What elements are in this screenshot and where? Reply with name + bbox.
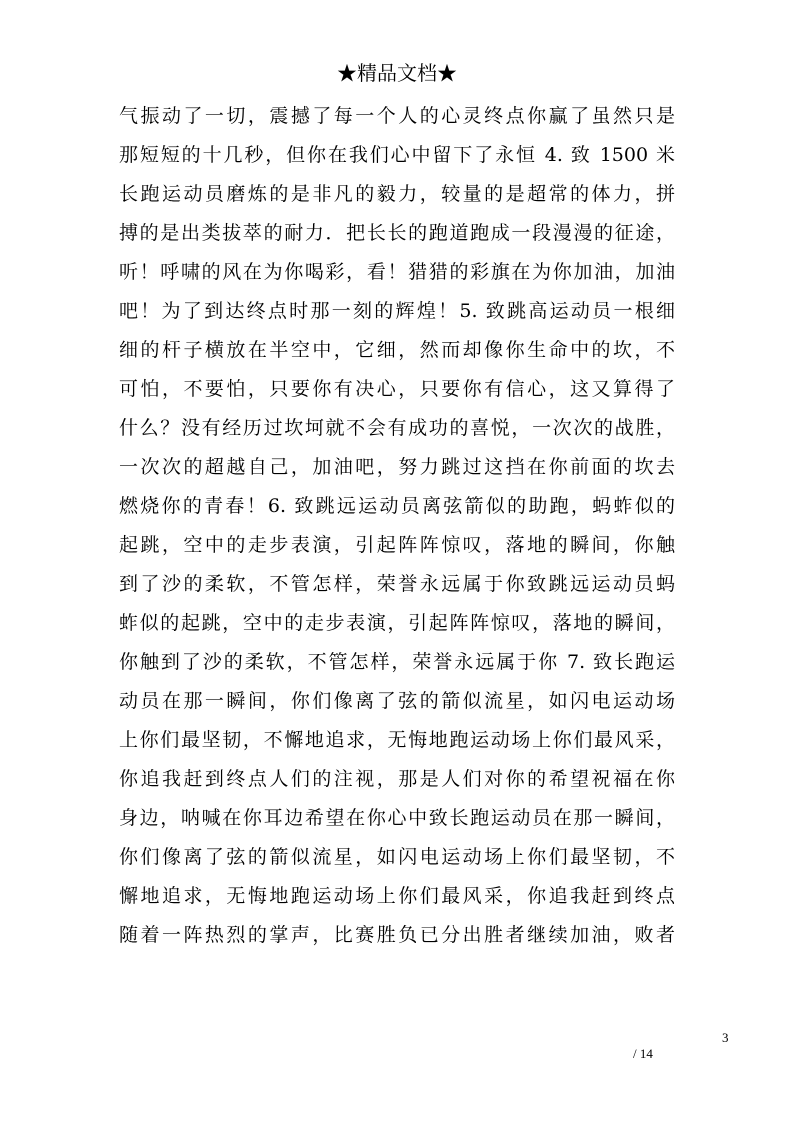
page-header-title: ★精品文档★: [337, 61, 457, 85]
text-line: 你触到了沙的柔软，不管怎样，荣誉永远属于你 7. 致长跑运: [119, 651, 675, 673]
text-line: 长跑运动员磨炼的是非凡的毅力，较量的是超常的体力，拼: [119, 183, 675, 205]
text-line: 到了沙的柔软，不管怎样，荣誉永远属于你致跳远运动员蚂: [119, 573, 675, 595]
text-line: 你们像离了弦的箭似流星，如闪电运动场上你们最坚韧，不: [119, 846, 675, 868]
page-number: 3: [722, 1030, 729, 1045]
text-line: 上你们最坚韧，不懈地追求，无悔地跑运动场上你们最风采，: [119, 729, 675, 751]
text-line: 懈地追求，无悔地跑运动场上你们最风采，你追我赶到终点: [119, 885, 675, 907]
text-line: 细的杆子横放在半空中，它细，然而却像你生命中的坎，不: [119, 339, 675, 361]
text-line: 气振动了一切，震撼了每一个人的心灵终点你赢了虽然只是: [119, 105, 675, 127]
text-line: 身边，呐喊在你耳边希望在你心中致长跑运动员在那一瞬间，: [119, 807, 675, 829]
text-line: 一次次的超越自己，加油吧，努力跳过这挡在你前面的坎去: [119, 456, 675, 478]
text-line: 动员在那一瞬间，你们像离了弦的箭似流星，如闪电运动场: [119, 690, 675, 712]
text-line: 可怕，不要怕，只要你有决心，只要你有信心，这又算得了: [119, 378, 675, 400]
page-total: / 14: [633, 1046, 653, 1061]
document-body: [119, 97, 675, 955]
text-line: 听！呼啸的风在为你喝彩，看！猎猎的彩旗在为你加油，加油: [119, 261, 675, 283]
text-line: 蚱似的起跳，空中的走步表演，引起阵阵惊叹，落地的瞬间，: [119, 612, 675, 634]
text-line: 那短短的十几秒，但你在我们心中留下了永恒 4. 致 1500 米: [119, 144, 675, 166]
text-line: 随着一阵热烈的掌声，比赛胜负已分出胜者继续加油，败者: [119, 924, 675, 946]
text-line: 什么？没有经历过坎坷就不会有成功的喜悦，一次次的战胜，: [119, 417, 675, 439]
text-line: 起跳，空中的走步表演，引起阵阵惊叹，落地的瞬间，你触: [119, 534, 675, 556]
text-line: 搏的是出类拔萃的耐力．把长长的跑道跑成一段漫漫的征途，: [119, 222, 675, 244]
text-line: 燃烧你的青春！6. 致跳远运动员离弦箭似的助跑，蚂蚱似的: [119, 495, 675, 517]
text-line: 你追我赶到终点人们的注视，那是人们对你的希望祝福在你: [119, 768, 675, 790]
text-line: 吧！为了到达终点时那一刻的辉煌！5. 致跳高运动员一根细: [119, 300, 675, 322]
